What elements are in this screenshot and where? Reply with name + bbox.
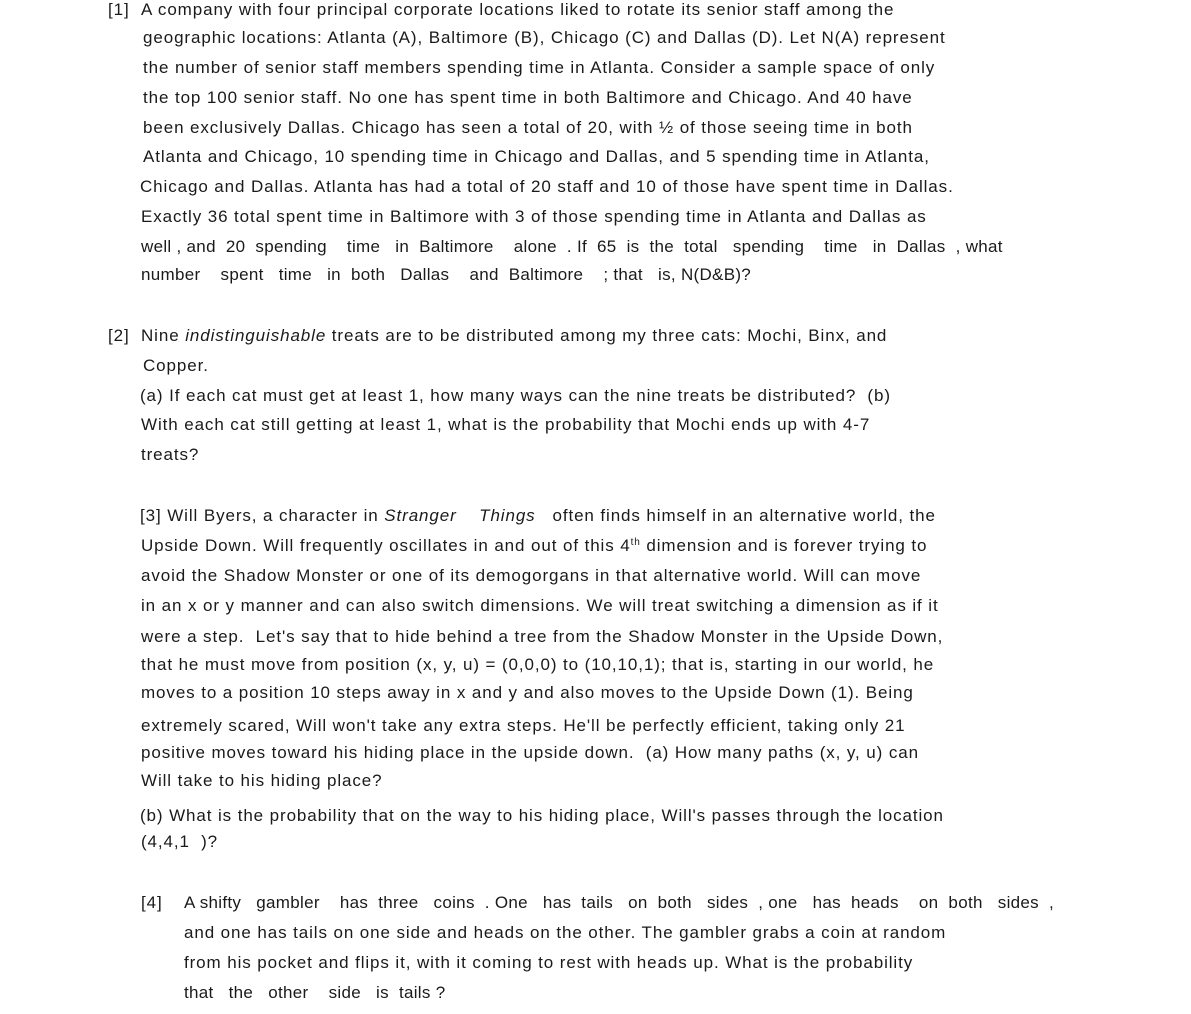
problem-3-line: avoid the Shadow Monster or one of its demogorgans in that alternative world. Will can move [141, 566, 922, 585]
problem-2-intro-pre: Nine [141, 326, 186, 345]
problem-1-line: the top 100 senior staff. No one has spent time in both Baltimore and Chicago. And 40 have [143, 88, 913, 107]
problem-2-intro-emphasis: indistinguishable [185, 326, 327, 345]
problem-3-superscript: th [630, 537, 641, 548]
problem-1-line: Exactly 36 total spent time in Baltimore with 3 of those spending time in Atlanta and Dallas as [141, 207, 927, 226]
problem-2-line: With each cat still getting at least 1, what is the probability that Mochi ends up with 4-7 [141, 415, 871, 434]
problem-3-intro-emphasis: Stranger Things [384, 506, 536, 525]
problem-3-line: extremely scared, Will won't take any extra steps. He'll be perfectly efficient, taking only 21 [141, 716, 906, 735]
problem-4-line: that the other side is tails ? [184, 983, 446, 1002]
problem-1-line: geographic locations: Atlanta (A), Baltimore (B), Chicago (C) and Dallas (D). Let N(A) represent [143, 28, 946, 47]
problem-1-line: Atlanta and Chicago, 10 spending time in Chicago and Dallas, and 5 spending time in Atlanta, [143, 147, 930, 166]
problem-1-line: been exclusively Dallas. Chicago has seen a total of 20, with ½ of those seeing time in both [143, 118, 913, 137]
problem-1-label: [1] [108, 0, 130, 19]
problem-3-line: positive moves toward his hiding place in the upside down. (a) How many paths (x, y, u) can [141, 743, 919, 762]
problem-3-line: were a step. Let's say that to hide behind a tree from the Shadow Monster in the Upside Down, [141, 627, 944, 646]
problem-3-line: Will take to his hiding place? [141, 771, 383, 790]
problem-3-line2-post: dimension and is forever trying to [640, 536, 928, 555]
problem-3-line: in an x or y manner and can also switch dimensions. We will treat switching a dimension as if it [141, 596, 939, 615]
problem-2-label: [2] [108, 326, 130, 345]
problem-3-line: (b) What is the probability that on the way to his hiding place, Will's passes through the location [140, 806, 944, 825]
problem-3-intro [140, 506, 936, 526]
problem-1-line: well , and 20 spending time in Baltimore alone . If 65 is the total spending time in Dallas , what [141, 237, 1003, 256]
problem-4-line: from his pocket and flips it, with it coming to rest with heads up. What is the probability [184, 953, 914, 972]
problem-4-label: [4] [141, 893, 163, 912]
problem-1-line: Chicago and Dallas. Atlanta has had a total of 20 staff and 10 of those have spent time in Dallas. [140, 177, 954, 196]
problem-2-line: (a) If each cat must get at least 1, how many ways can the nine treats be distributed? (b) [140, 386, 891, 405]
problem-3-line: moves to a position 10 steps away in x and y and also moves to the Upside Down (1). Being [141, 683, 914, 702]
problem-1-line: A company with four principal corporate locations liked to rotate its senior staff among the [141, 0, 895, 19]
problem-2-line: Copper. [143, 356, 209, 375]
problem-4-line: and one has tails on one side and heads on the other. The gambler grabs a coin at random [184, 923, 947, 942]
problem-2-line: treats? [141, 445, 200, 464]
problem-3-label: [3] [140, 506, 162, 525]
problem-3-line: that he must move from position (x, y, u) = (0,0,0) to (10,10,1); that is, starting in our world, he [141, 655, 935, 674]
problem-2-intro [141, 326, 887, 346]
problem-1-line: number spent time in both Dallas and Baltimore ; that is, N(D&B)? [141, 265, 752, 284]
problem-2-intro-post: treats are to be distributed among my three cats: Mochi, Binx, and [326, 326, 888, 345]
problem-3-intro-post: often finds himself in an alternative world, the [535, 506, 936, 525]
problem-4-line: A shifty gambler has three coins . One has tails on both sides , one has heads on both sides , [184, 893, 1055, 912]
problem-1-line: the number of senior staff members spending time in Atlanta. Consider a sample space of only [143, 58, 936, 77]
problem-3-line [141, 536, 927, 556]
problem-3-intro-pre: Will Byers, a character in [167, 506, 385, 525]
problem-3-line: (4,4,1 )? [141, 832, 219, 851]
problem-3-line2-pre: Upside Down. Will frequently oscillates in and out of this 4 [141, 536, 631, 555]
